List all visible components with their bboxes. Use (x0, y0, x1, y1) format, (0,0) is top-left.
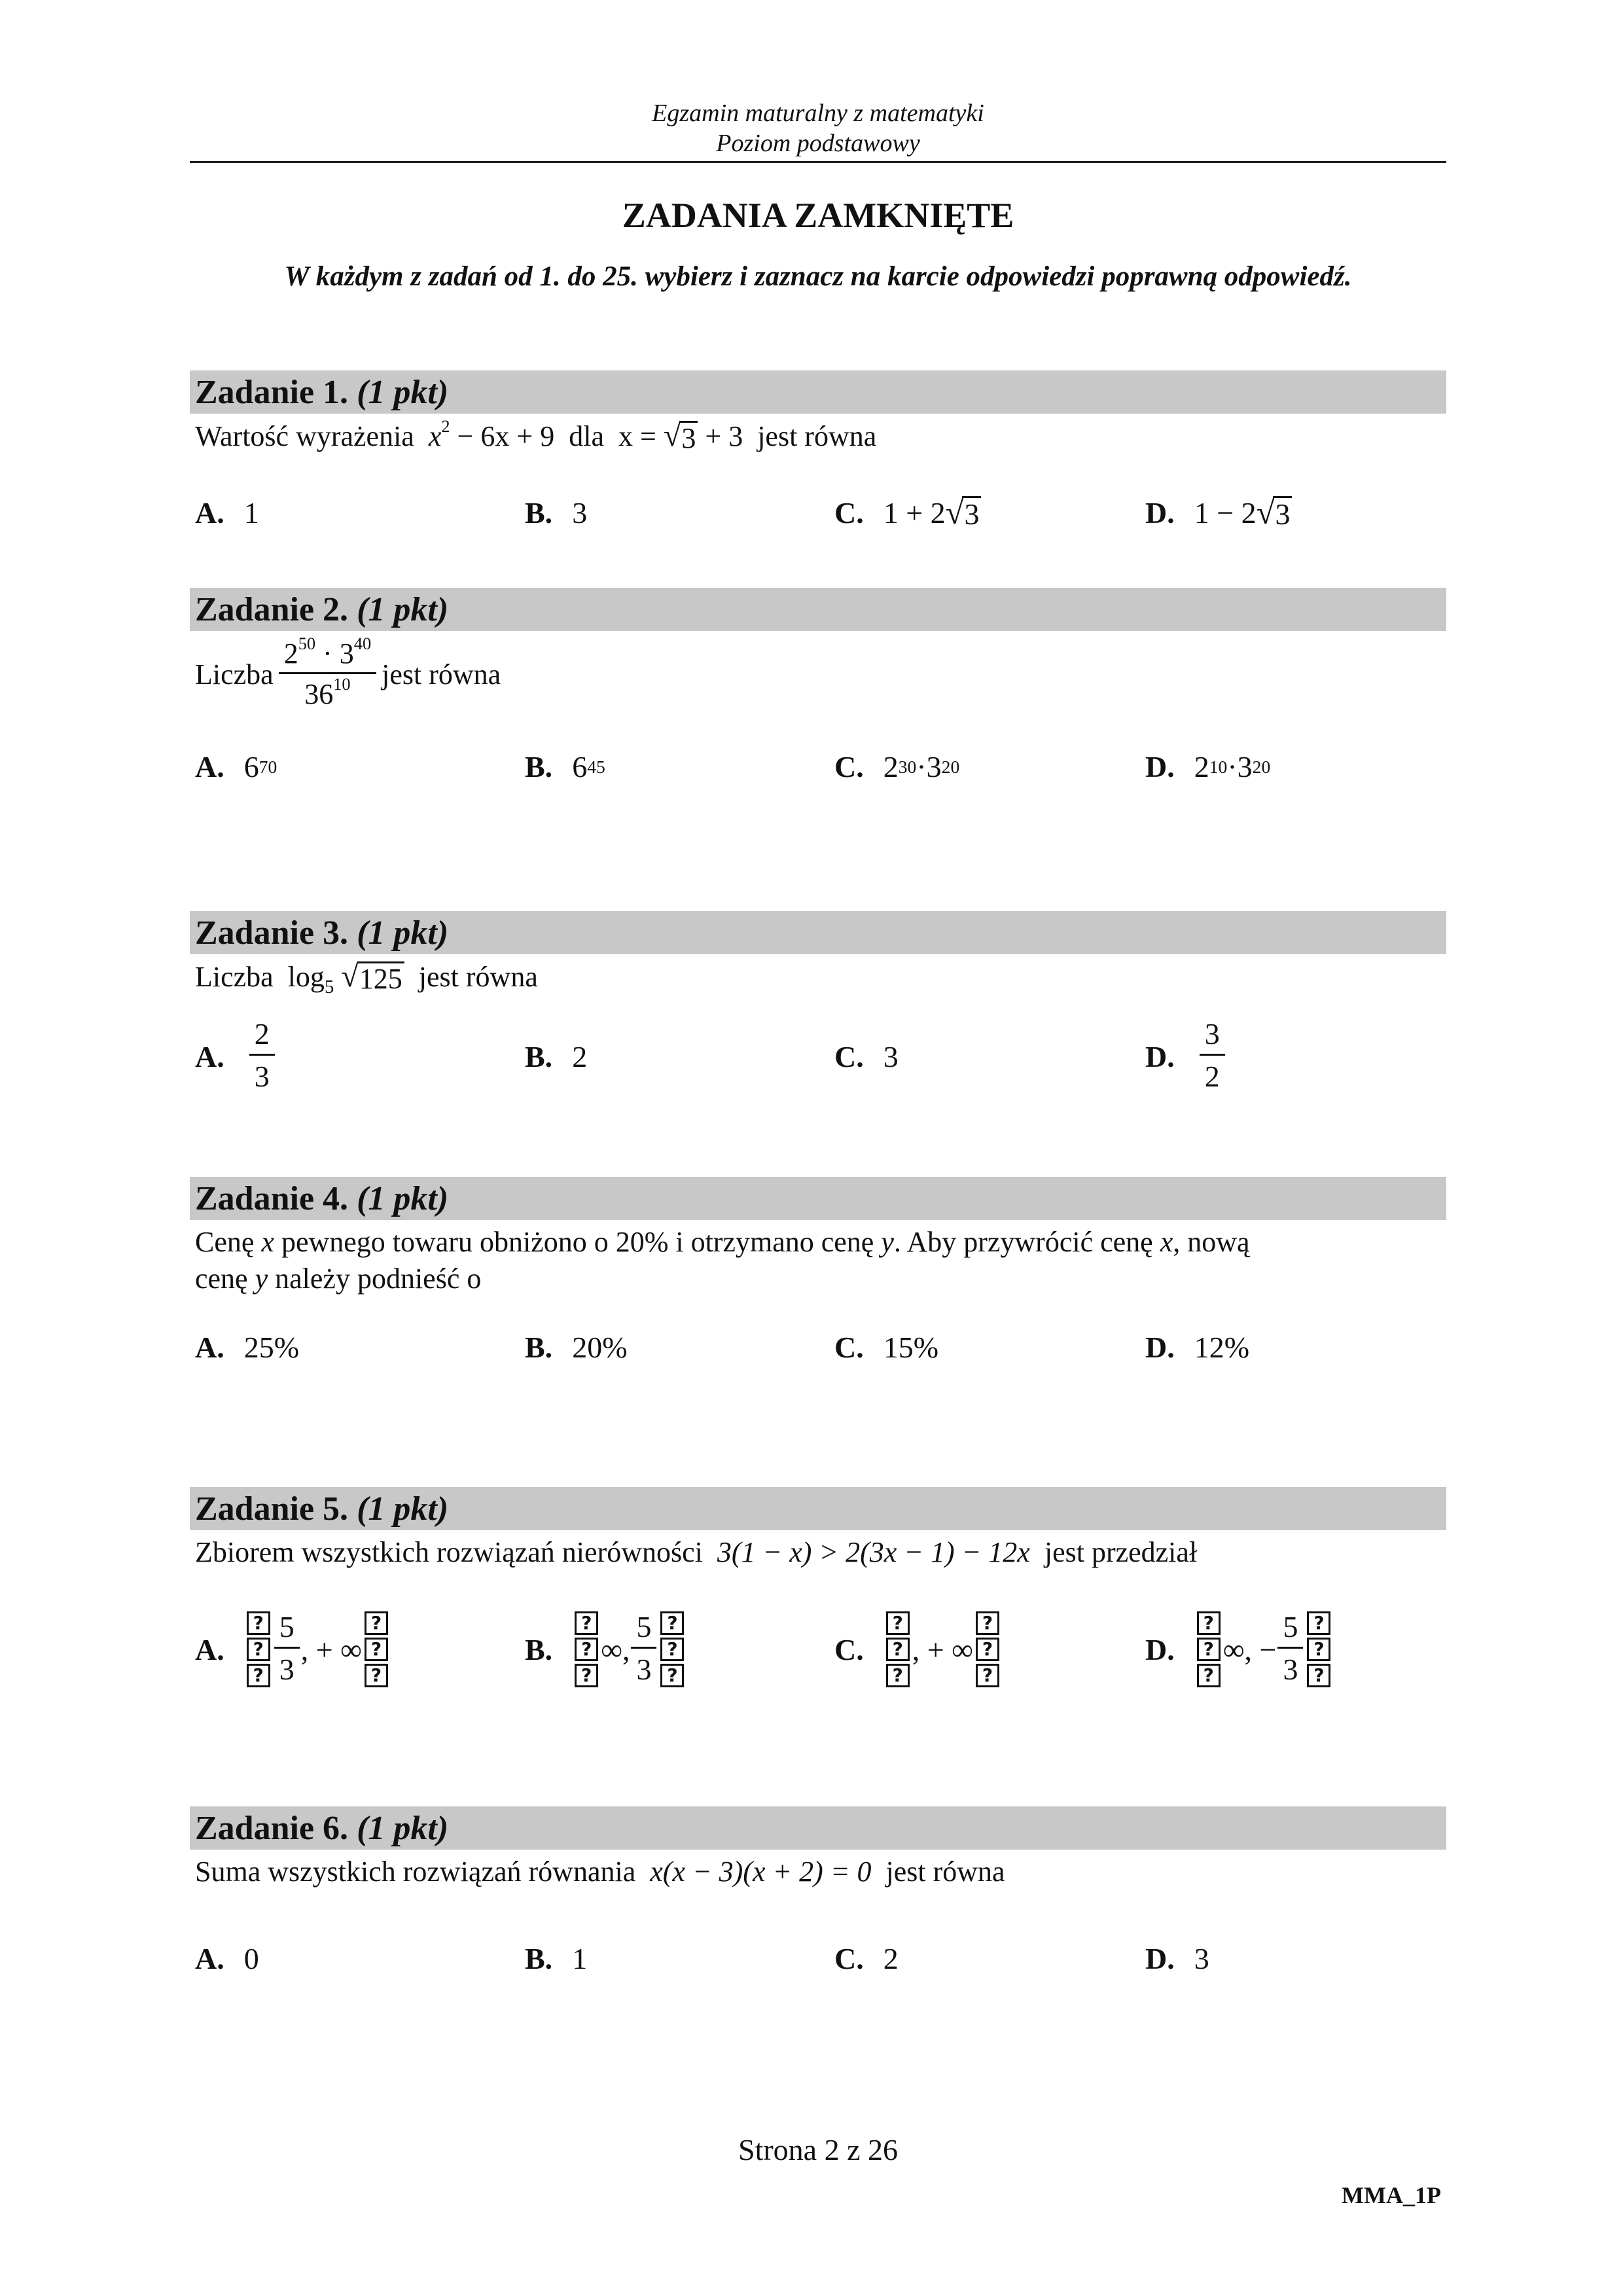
answer-d[interactable]: D. 12% (1145, 1330, 1250, 1364)
answer-a[interactable]: A. 0 (195, 1941, 259, 1975)
task-3-answers (190, 1014, 1446, 1099)
task-3 (190, 911, 1446, 1099)
task-4-prompt-line-2: cenę y należy podnieść o (195, 1263, 482, 1295)
task-4-prompt-line-1: Cenę x pewnego towaru obniżono o 20% i otrzymano cenę y. Aby przywrócić cenę x, nową (195, 1226, 1250, 1258)
unreadable-bracket-icon: ? ? ? (976, 1610, 999, 1689)
exam-level: Poziom podstawowy (716, 130, 920, 157)
task-4 (190, 1177, 1446, 1373)
answer-c[interactable]: C. 1 + 2 √ 3 (834, 486, 981, 539)
answer-b[interactable]: B. 20% (525, 1330, 628, 1364)
answer-c[interactable]: C. 3 (834, 1039, 899, 1073)
answer-a[interactable]: A. 6 70 (195, 750, 277, 784)
answer-a[interactable]: A. 1 (195, 495, 259, 529)
task-1-answers (190, 486, 1446, 539)
task-1-prompt: Wartość wyrażenia $x^2 - 6x + 9$ dla x = √ 3 + 3 jest równa (195, 416, 877, 454)
answer-b[interactable]: B. ? ? ? ∞, $\frac{5}{3}$ ? ? ? (525, 1604, 687, 1695)
answer-b[interactable]: B. 1 (525, 1941, 588, 1975)
task-2 (190, 588, 1446, 793)
unreadable-bracket-icon: ? ? ? (365, 1610, 388, 1689)
unreadable-bracket-icon: ? ? ? (886, 1610, 910, 1689)
unreadable-bracket-icon: ? ? ? (575, 1610, 598, 1689)
answer-a[interactable]: A. 25% (195, 1330, 300, 1364)
task-2-answers (190, 741, 1446, 793)
task-4-title-bar: Zadanie 4. (1 pkt) (190, 1177, 1446, 1220)
answer-a[interactable]: A. ? ? ? $\frac{5}{3}$ , + ∞ ? ? ? (195, 1604, 391, 1695)
exam-header (190, 98, 1446, 158)
task-6-prompt: Suma wszystkich rozwiązań równania x(x − 3)(x + 2) = 0 jest równa (195, 1856, 1005, 1888)
unreadable-bracket-icon: ? ? ? (1307, 1610, 1330, 1689)
instruction-text: W każdym z zadań od 1. do 25. wybierz i zaznacz na karcie odpowiedzi poprawną odpowiedź. (284, 261, 1352, 292)
task-2-title-bar: Zadanie 2. (1 pkt) (190, 588, 1446, 631)
unreadable-bracket-icon: ? ? ? (660, 1610, 684, 1689)
answer-d[interactable]: D. $\frac{3}{2}$ (1145, 1014, 1230, 1099)
task-1 (190, 370, 1446, 539)
task-1-title-bar: Zadanie 1. (1 pkt) (190, 370, 1446, 414)
task-3-title-bar: Zadanie 3. (1 pkt) (190, 911, 1446, 954)
page-number: Strona 2 z 26 (738, 2133, 898, 2166)
answer-b[interactable]: B. 6 45 (525, 750, 605, 784)
answer-b[interactable]: B. 3 (525, 495, 588, 529)
answer-c[interactable]: C. ? ? ? , + ∞ ? ? ? (834, 1604, 1002, 1695)
task-4-answers (190, 1321, 1446, 1373)
answer-c[interactable]: C. 2 30 · 3 20 (834, 750, 960, 784)
section-title: ZADANIA ZAMKNIĘTE (622, 196, 1014, 235)
task-5 (190, 1487, 1446, 1695)
task-2-prompt: Liczba $\frac{2^{50} \cdot 3^{40}}{36^{10}}$ jest równa (190, 635, 1446, 715)
task-3-prompt: Liczba $\log_5$ √ 125 jest równa (195, 959, 538, 997)
answer-d[interactable]: D. 2 10 · 3 20 (1145, 750, 1271, 784)
answer-d[interactable]: D. ? ? ? ∞, − $\frac{5}{3}$ ? ? ? (1145, 1604, 1333, 1695)
answer-c[interactable]: C. 2 (834, 1941, 899, 1975)
answer-d[interactable]: D. 1 − 2 √ 3 (1145, 486, 1292, 539)
task-6 (190, 1806, 1446, 1984)
answer-c[interactable]: C. 15% (834, 1330, 939, 1364)
task-6-answers (190, 1932, 1446, 1984)
answer-a[interactable]: A. $\frac{2}{3}$ (195, 1014, 280, 1099)
header-divider (190, 161, 1446, 163)
task-5-title-bar: Zadanie 5. (1 pkt) (190, 1487, 1446, 1530)
unreadable-bracket-icon: ? ? ? (247, 1610, 270, 1689)
task-5-prompt: Zbiorem wszystkich rozwiązań nierówności 3(1 − x) > 2(3x − 1) − 12x jest przedział (195, 1536, 1198, 1568)
task-2-fraction: $\frac{2^{50} \cdot 3^{40}}{36^{10}}$ (279, 635, 376, 715)
unreadable-bracket-icon: ? ? ? (1197, 1610, 1221, 1689)
exam-code: MMA_1P (1342, 2182, 1441, 2208)
exam-title: Egzamin maturalny z matematyki (652, 99, 984, 127)
task-6-title-bar: Zadanie 6. (1 pkt) (190, 1806, 1446, 1850)
answer-d[interactable]: D. 3 (1145, 1941, 1209, 1975)
answer-b[interactable]: B. 2 (525, 1039, 588, 1073)
task-5-answers (190, 1604, 1446, 1695)
